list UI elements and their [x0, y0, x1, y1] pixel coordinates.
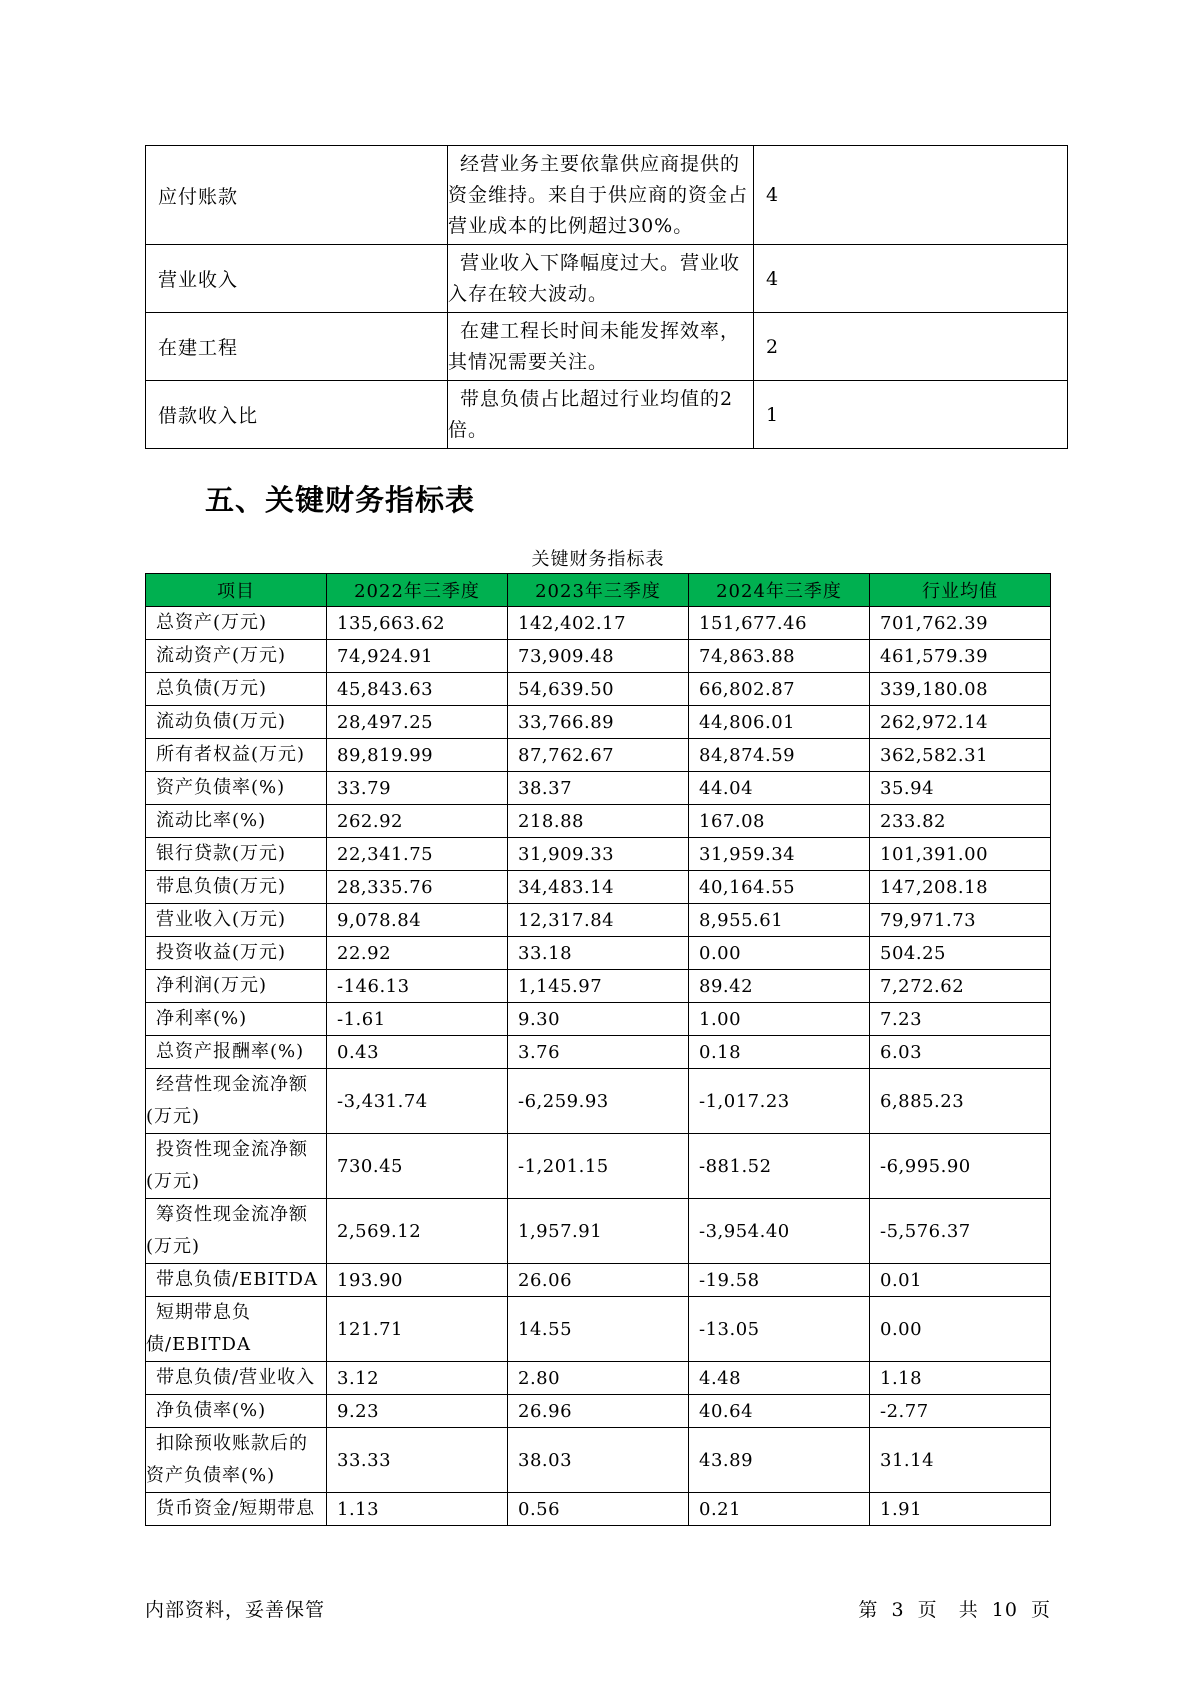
row-label-text: 资产负债率(%) — [156, 777, 286, 798]
row-label-text: 总资产(万元) — [156, 612, 268, 633]
value-cell: 0.18 — [689, 1036, 870, 1069]
table-caption: 关键财务指标表 — [531, 549, 665, 570]
value-cell: 84,874.59 — [689, 739, 870, 772]
row-label — [146, 1362, 327, 1395]
value-cell: 1.00 — [689, 1003, 870, 1036]
value-cell: -2.77 — [870, 1395, 1051, 1428]
row-label — [146, 640, 327, 673]
table-row — [146, 1003, 1051, 1036]
row-label-text: 银行贷款(万元) — [156, 843, 287, 864]
value-cell: 33.33 — [327, 1428, 508, 1493]
table-row — [146, 871, 1051, 904]
value-cell: 40,164.55 — [689, 871, 870, 904]
row-label — [146, 838, 327, 871]
value-cell: 7,272.62 — [870, 970, 1051, 1003]
risk-score: 4 — [754, 245, 1068, 313]
row-label-text: 流动比率(%) — [156, 810, 267, 831]
value-cell: 54,639.50 — [508, 673, 689, 706]
value-cell: 0.00 — [689, 937, 870, 970]
table-header-row — [146, 574, 1051, 607]
table-row — [146, 1069, 1051, 1134]
row-label — [146, 706, 327, 739]
row-label — [146, 1493, 327, 1526]
value-cell: 40.64 — [689, 1395, 870, 1428]
risk-score: 1 — [754, 381, 1068, 449]
header-cell: 2024年三季度 — [689, 574, 870, 607]
risk-table — [145, 145, 1068, 449]
row-label — [146, 871, 327, 904]
row-label — [146, 1297, 327, 1362]
value-cell: 233.82 — [870, 805, 1051, 838]
risk-description-text: 经营业务主要依靠供应商提供的资金维持。来自于供应商的资金占营业成本的比例超过30%。 — [448, 152, 749, 237]
value-cell: -146.13 — [327, 970, 508, 1003]
header-cell: 2022年三季度 — [327, 574, 508, 607]
value-cell: -13.05 — [689, 1297, 870, 1362]
table-row — [146, 706, 1051, 739]
risk-description — [448, 146, 754, 245]
value-cell: 31.14 — [870, 1428, 1051, 1493]
value-cell: 262,972.14 — [870, 706, 1051, 739]
value-cell: 6.03 — [870, 1036, 1051, 1069]
value-cell: 9,078.84 — [327, 904, 508, 937]
header-cell: 2023年三季度 — [508, 574, 689, 607]
header-cell: 行业均值 — [870, 574, 1051, 607]
value-cell: 151,677.46 — [689, 607, 870, 640]
table-row — [146, 1297, 1051, 1362]
value-cell: 218.88 — [508, 805, 689, 838]
value-cell: 730.45 — [327, 1134, 508, 1199]
table-row — [146, 1036, 1051, 1069]
row-label-text: 净利率(%) — [156, 1008, 248, 1029]
row-label — [146, 970, 327, 1003]
risk-row — [146, 313, 1068, 381]
row-label — [146, 904, 327, 937]
value-cell: -6,995.90 — [870, 1134, 1051, 1199]
row-label-text: 投资性现金流净额(万元) — [146, 1139, 308, 1192]
table-row — [146, 838, 1051, 871]
value-cell: -19.58 — [689, 1264, 870, 1297]
value-cell: 73,909.48 — [508, 640, 689, 673]
row-label-text: 带息负债(万元) — [156, 876, 287, 897]
risk-item: 借款收入比 — [146, 381, 448, 449]
row-label — [146, 937, 327, 970]
value-cell: 9.23 — [327, 1395, 508, 1428]
value-cell: 0.21 — [689, 1493, 870, 1526]
total-unit: 页 — [1030, 1599, 1051, 1621]
row-label — [146, 1428, 327, 1493]
risk-description-text: 在建工程长时间未能发挥效率，其情况需要关注。 — [448, 319, 741, 373]
value-cell: 0.43 — [327, 1036, 508, 1069]
value-cell: 28,497.25 — [327, 706, 508, 739]
table-row — [146, 607, 1051, 640]
value-cell: 26.96 — [508, 1395, 689, 1428]
value-cell: 79,971.73 — [870, 904, 1051, 937]
row-label-text: 筹资性现金流净额(万元) — [146, 1204, 308, 1257]
value-cell: -3,954.40 — [689, 1199, 870, 1264]
value-cell: -1,017.23 — [689, 1069, 870, 1134]
page-total: 10 — [991, 1599, 1018, 1621]
risk-score: 4 — [754, 146, 1068, 245]
footer-page-number — [852, 1595, 1051, 1622]
risk-row — [146, 381, 1068, 449]
value-cell: 3.12 — [327, 1362, 508, 1395]
value-cell: 35.94 — [870, 772, 1051, 805]
row-label-text: 净负债率(%) — [156, 1400, 267, 1421]
row-label — [146, 805, 327, 838]
value-cell: 2,569.12 — [327, 1199, 508, 1264]
value-cell: -3,431.74 — [327, 1069, 508, 1134]
risk-item: 在建工程 — [146, 313, 448, 381]
value-cell: 33,766.89 — [508, 706, 689, 739]
row-label-text: 所有者权益(万元) — [156, 744, 306, 765]
table-row — [146, 739, 1051, 772]
value-cell: 22.92 — [327, 937, 508, 970]
header-cell: 项目 — [146, 574, 327, 607]
row-label-text: 总资产报酬率(%) — [156, 1041, 305, 1062]
value-cell: -5,576.37 — [870, 1199, 1051, 1264]
risk-description-text: 营业收入下降幅度过大。营业收入存在较大波动。 — [448, 251, 741, 305]
row-label-text: 净利润(万元) — [156, 975, 268, 996]
value-cell: 1.18 — [870, 1362, 1051, 1395]
value-cell: 89,819.99 — [327, 739, 508, 772]
table-row — [146, 1199, 1051, 1264]
value-cell: 167.08 — [689, 805, 870, 838]
value-cell: 38.37 — [508, 772, 689, 805]
section-heading: 五、关键财务指标表 — [205, 483, 476, 517]
risk-description-text: 带息负债占比超过行业均值的2倍。 — [448, 387, 734, 441]
row-label-text: 货币资金/短期带息 — [156, 1498, 316, 1519]
row-label — [146, 1069, 327, 1134]
risk-row — [146, 146, 1068, 245]
value-cell: 0.56 — [508, 1493, 689, 1526]
risk-row — [146, 245, 1068, 313]
row-label — [146, 1395, 327, 1428]
row-label-text: 扣除预收账款后的资产负债率(%) — [146, 1433, 308, 1486]
value-cell: 33.79 — [327, 772, 508, 805]
value-cell: 33.18 — [508, 937, 689, 970]
value-cell: -1,201.15 — [508, 1134, 689, 1199]
value-cell: 1,145.97 — [508, 970, 689, 1003]
value-cell: 193.90 — [327, 1264, 508, 1297]
risk-description — [448, 245, 754, 313]
table-row — [146, 904, 1051, 937]
value-cell: 101,391.00 — [870, 838, 1051, 871]
value-cell: 8,955.61 — [689, 904, 870, 937]
value-cell: 74,924.91 — [327, 640, 508, 673]
row-label — [146, 673, 327, 706]
table-row — [146, 1264, 1051, 1297]
page-current: 3 — [891, 1599, 905, 1621]
value-cell: 701,762.39 — [870, 607, 1051, 640]
table-row — [146, 937, 1051, 970]
page-prefix: 第 — [858, 1599, 879, 1621]
value-cell: 14.55 — [508, 1297, 689, 1362]
value-cell: 6,885.23 — [870, 1069, 1051, 1134]
value-cell: 3.76 — [508, 1036, 689, 1069]
value-cell: 44,806.01 — [689, 706, 870, 739]
row-label — [146, 1036, 327, 1069]
value-cell: 142,402.17 — [508, 607, 689, 640]
value-cell: 22,341.75 — [327, 838, 508, 871]
table-row — [146, 1362, 1051, 1395]
table-row — [146, 1428, 1051, 1493]
table-row — [146, 673, 1051, 706]
table-row — [146, 970, 1051, 1003]
risk-item: 营业收入 — [146, 245, 448, 313]
row-label-text: 流动负债(万元) — [156, 711, 287, 732]
value-cell: 262.92 — [327, 805, 508, 838]
row-label — [146, 607, 327, 640]
row-label-text: 经营性现金流净额(万元) — [146, 1074, 308, 1127]
value-cell: 135,663.62 — [327, 607, 508, 640]
row-label — [146, 1199, 327, 1264]
value-cell: 45,843.63 — [327, 673, 508, 706]
risk-description — [448, 381, 754, 449]
value-cell: 0.01 — [870, 1264, 1051, 1297]
value-cell: 461,579.39 — [870, 640, 1051, 673]
row-label-text: 流动资产(万元) — [156, 645, 287, 666]
value-cell: 31,959.34 — [689, 838, 870, 871]
value-cell: 38.03 — [508, 1428, 689, 1493]
row-label — [146, 1003, 327, 1036]
table-row — [146, 1134, 1051, 1199]
value-cell: 31,909.33 — [508, 838, 689, 871]
row-label-text: 总负债(万元) — [156, 678, 268, 699]
value-cell: 12,317.84 — [508, 904, 689, 937]
value-cell: 362,582.31 — [870, 739, 1051, 772]
value-cell: 34,483.14 — [508, 871, 689, 904]
value-cell: 339,180.08 — [870, 673, 1051, 706]
row-label-text: 营业收入(万元) — [156, 909, 287, 930]
value-cell: 28,335.76 — [327, 871, 508, 904]
value-cell: 1.13 — [327, 1493, 508, 1526]
row-label-text: 带息负债/营业收入 — [156, 1367, 316, 1388]
row-label — [146, 1264, 327, 1297]
page-unit: 页 — [917, 1599, 938, 1621]
value-cell: 121.71 — [327, 1297, 508, 1362]
table-row — [146, 772, 1051, 805]
value-cell: 504.25 — [870, 937, 1051, 970]
value-cell: 9.30 — [508, 1003, 689, 1036]
footer-confidential: 内部资料，妥善保管 — [145, 1599, 326, 1621]
risk-description — [448, 313, 754, 381]
value-cell: 2.80 — [508, 1362, 689, 1395]
value-cell: 0.00 — [870, 1297, 1051, 1362]
row-label-text: 短期带息负债/EBITDA — [146, 1302, 251, 1355]
value-cell: 26.06 — [508, 1264, 689, 1297]
row-label-text: 带息负债/EBITDA — [156, 1269, 318, 1290]
table-row — [146, 1493, 1051, 1526]
value-cell: 43.89 — [689, 1428, 870, 1493]
value-cell: 89.42 — [689, 970, 870, 1003]
row-label — [146, 772, 327, 805]
value-cell: 147,208.18 — [870, 871, 1051, 904]
financial-indicators-table — [145, 573, 1051, 1526]
value-cell: -1.61 — [327, 1003, 508, 1036]
row-label — [146, 739, 327, 772]
value-cell: 44.04 — [689, 772, 870, 805]
risk-item: 应付账款 — [146, 146, 448, 245]
value-cell: 4.48 — [689, 1362, 870, 1395]
value-cell: 1,957.91 — [508, 1199, 689, 1264]
value-cell: -6,259.93 — [508, 1069, 689, 1134]
value-cell: 7.23 — [870, 1003, 1051, 1036]
table-row — [146, 640, 1051, 673]
row-label-text: 投资收益(万元) — [156, 942, 287, 963]
row-label — [146, 1134, 327, 1199]
total-prefix: 共 — [958, 1599, 979, 1621]
table-row — [146, 1395, 1051, 1428]
table-row — [146, 805, 1051, 838]
value-cell: 1.91 — [870, 1493, 1051, 1526]
value-cell: -881.52 — [689, 1134, 870, 1199]
value-cell: 66,802.87 — [689, 673, 870, 706]
value-cell: 74,863.88 — [689, 640, 870, 673]
risk-score: 2 — [754, 313, 1068, 381]
value-cell: 87,762.67 — [508, 739, 689, 772]
